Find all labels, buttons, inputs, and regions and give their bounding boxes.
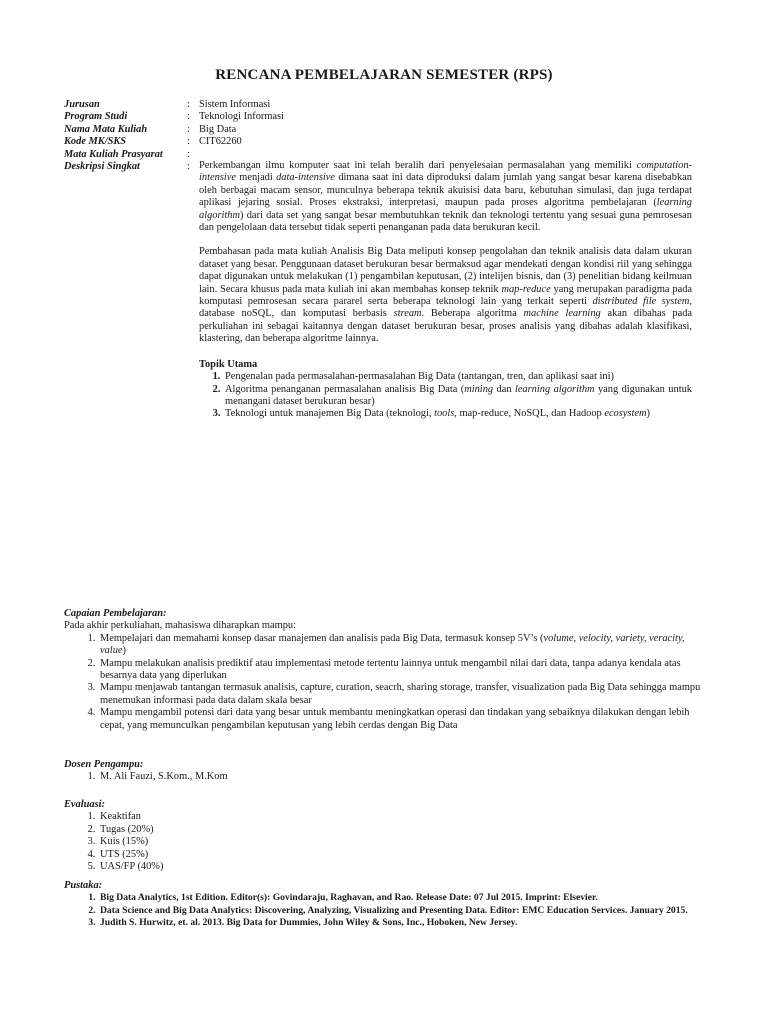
pustaka-section — [64, 880, 704, 930]
dosen-section — [64, 759, 704, 784]
info-colon: : — [187, 161, 190, 173]
list-item: 2. Algoritma penanganan permasalahan analisis Big Data (mining dan learning algorithm yang digunakan untuk menangani dataset berukuran besar) — [223, 384, 692, 409]
list-item: 3. Mampu menjawab tantangan termasuk analisis, capture, curation, seacrh, sharing storage, transfer, visualization pada Big Data sehingga mampu menemukan informasi pada data dalam skala besar — [98, 682, 704, 707]
info-label: Program Studi — [64, 111, 128, 123]
description-paragraph-1: Perkembangan ilmu komputer saat ini telah beralih dari penyelesaian permasalahan yang memiliki computation-intensive menjadi data-intensive dimana saat ini data diproduksi dalam jumlah yang sangat besar karena disebabkan oleh berbagai macam sensor, munculnya beberapa teknik akuisisi data baru, kebutuhan simulasi, dan juga terdapat aplikasi jejaring sosial. Proses ekstraksi, interpretasi, maupun pada proses algoritma pembelajaran (learning algorithm) dari data set yang sangat besar membutuhkan teknik dan teknologi tertentu yang sesuai guna pemrosesan dan pengelolaan data tersebut tidak seperti penanganan pada data berukuran kecil. — [199, 160, 692, 234]
list-item: 1. Pengenalan pada permasalahan-permasalahan Big Data (tantangan, tren, dan aplikasi saat ini) — [223, 371, 692, 383]
pustaka-heading: Pustaka: — [64, 880, 103, 891]
info-colon: : — [187, 148, 190, 160]
info-label: Deskripsi Singkat — [64, 161, 140, 173]
info-colon: : — [187, 136, 190, 148]
info-label: Kode MK/SKS — [64, 136, 127, 148]
topik-utama-list — [199, 371, 692, 421]
list-item: 1. Keaktifan — [98, 811, 704, 823]
info-label: Jurusan — [64, 99, 100, 110]
info-label: Mata Kuliah Prasyarat — [64, 148, 163, 160]
list-item: 4. Mampu mengambil potensi dari data yang besar untuk membantu meningkatkan operasi dan tindakan yang sebaiknya dilakukan dengan lebih cepat, yang memunculkan pengambilan keputusan yang lebih cerdas dengan Big Data — [98, 707, 704, 732]
dosen-heading: Dosen Pengampu: — [64, 759, 144, 770]
list-item: 5. UAS/FP (40%) — [98, 861, 704, 873]
info-value: Teknologi Informasi — [199, 111, 284, 123]
topik-utama-heading: Topik Utama — [199, 358, 258, 370]
pustaka-list — [64, 892, 704, 929]
course-description — [199, 160, 692, 421]
info-value: Big Data — [199, 123, 237, 135]
list-item: 1. M. Ali Fauzi, S.Kom., M.Kom — [98, 771, 704, 783]
info-row-program-studi — [64, 111, 704, 123]
list-item: 1. Big Data Analytics, 1st Edition. Editor(s): Govindaraju, Raghavan, and Rao. Release Date: 07 Jul 2015. Imprint: Elsevier. — [98, 892, 704, 904]
dosen-list — [64, 771, 704, 783]
evaluasi-section — [64, 799, 704, 873]
info-label: Nama Mata Kuliah — [64, 123, 148, 135]
list-item: 2. Data Science and Big Data Analytics: Discovering, Analyzing, Visualizing and Presenting Data. Editor: EMC Education Services. January 2015. — [98, 905, 704, 917]
capaian-list — [64, 633, 704, 732]
evaluasi-heading: Evaluasi: — [64, 799, 105, 810]
info-colon: : — [187, 123, 190, 135]
list-item: 3. Kuis (15%) — [98, 836, 704, 848]
capaian-intro: Pada akhir perkuliahan, mahasiswa diharapkan mampu: — [64, 620, 296, 632]
capaian-heading: Capaian Pembelajaran: — [64, 608, 167, 619]
list-item: 3. Judith S. Hurwitz, et. al. 2013. Big Data for Dummies, John Wiley & Sons, Inc., Hoboken, New Jersey. — [98, 917, 704, 929]
list-item: 1. Mempelajari dan memahami konsep dasar manajemen dan analisis pada Big Data, termasuk konsep 5V’s (volume, velocity, variety, veracity, value) — [98, 633, 704, 658]
list-item: 2. Mampu melakukan analisis prediktif atau implementasi metode tertentu lainnya untuk mengambil nilai dari data, tanpa adanya kendala atas besarnya data yang diperlukan — [98, 658, 704, 683]
evaluasi-list — [64, 811, 704, 873]
description-paragraph-2: Pembahasan pada mata kuliah Analisis Big Data meliputi konsep pengolahan dan teknik analisis data dalam ukuran dataset yang besar. Penggunaan dataset berukuran besar bermaksud agar mendekati dengan kondisi riil yang sehingga dapat digunakan untuk melakukan (1) pengambilan keputusan, (2) intelijen bisnis, dan (3) penelitian bidang keilmuan lain. Secara khusus pada mata kuliah ini akan membahas konsep teknik map-reduce yang merupakan paradigma pada komputasi pemrosesan secara pararel serta beberapa teknologi lain yang terkait seperti distributed file system, database noSQL, dan komputasi berbasis stream. Beberapa algoritma machine learning akan dibahas pada perkuliahan ini sebagai kaitannya dengan dataset berukuran besar, proses analisis yang dibahas adalah klasifikasi, klastering, dan beberapa algoritme lainnya. — [199, 246, 693, 345]
info-value: Sistem Informasi — [199, 99, 271, 110]
list-item: 3. Teknologi untuk manajemen Big Data (teknologi, tools, map-reduce, NoSQL, dan Hadoop ecosystem) — [223, 408, 692, 420]
list-item: 2. Tugas (20%) — [98, 824, 704, 836]
page-title: RENCANA PEMBELAJARAN SEMESTER (RPS) — [215, 67, 553, 83]
info-row-nama-mata-kuliah — [64, 124, 704, 136]
list-item: 4. UTS (25%) — [98, 849, 704, 861]
capaian-section — [64, 608, 704, 732]
info-colon: : — [187, 99, 190, 110]
info-row-jurusan — [64, 99, 704, 111]
info-value: CIT62260 — [199, 136, 242, 148]
info-row-kode-mk — [64, 136, 704, 148]
info-colon: : — [187, 111, 190, 123]
